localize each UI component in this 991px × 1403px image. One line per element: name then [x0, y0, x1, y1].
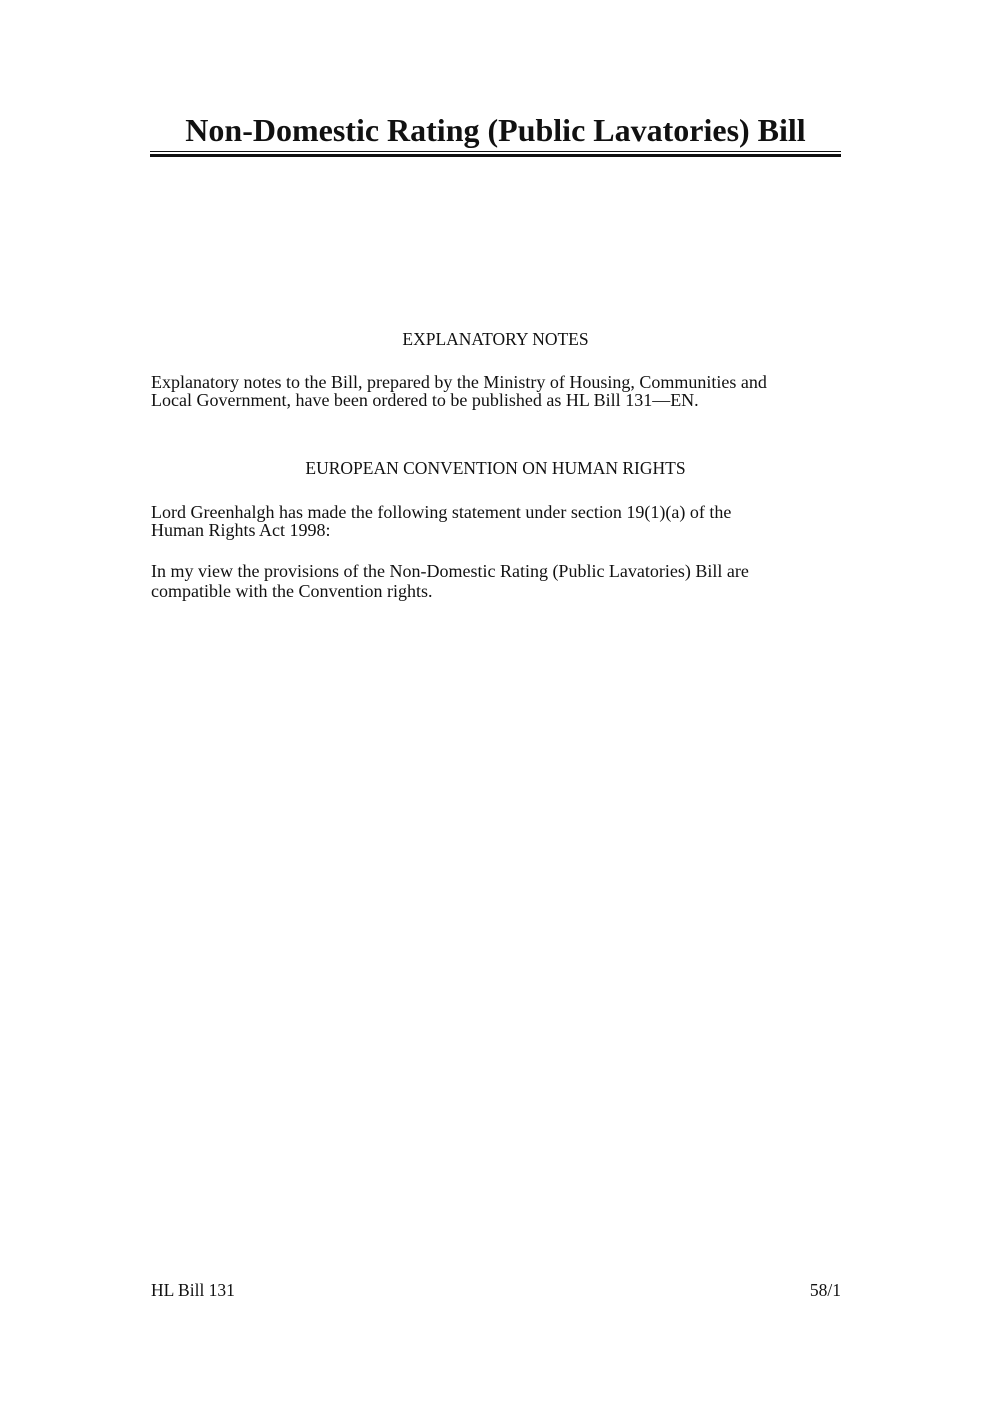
explanatory-notes-heading: EXPLANATORY NOTES: [402, 329, 589, 349]
title-rule-thick: [150, 154, 841, 157]
echr-heading: EUROPEAN CONVENTION ON HUMAN RIGHTS: [305, 458, 686, 478]
explanatory-notes-line-2: Local Government, have been ordered to be published as HL Bill 131—EN.: [151, 390, 699, 410]
title-rule-thin: [150, 151, 841, 152]
view-line-2: compatible with the Convention rights.: [151, 581, 433, 601]
statement-line-1: Lord Greenhalgh has made the following statement under section 19(1)(a) of the: [151, 502, 732, 522]
view-line-1: In my view the provisions of the Non-Domestic Rating (Public Lavatories) Bill are: [151, 561, 749, 581]
bill-title: Non-Domestic Rating (Public Lavatories) Bill: [185, 112, 806, 148]
footer-print-code: 58/1: [809, 1280, 841, 1300]
statement-line-2: Human Rights Act 1998:: [151, 520, 331, 540]
explanatory-notes-line-1: Explanatory notes to the Bill, prepared by the Ministry of Housing, Communities and: [151, 372, 767, 392]
footer-bill-number: HL Bill 131: [151, 1280, 235, 1300]
